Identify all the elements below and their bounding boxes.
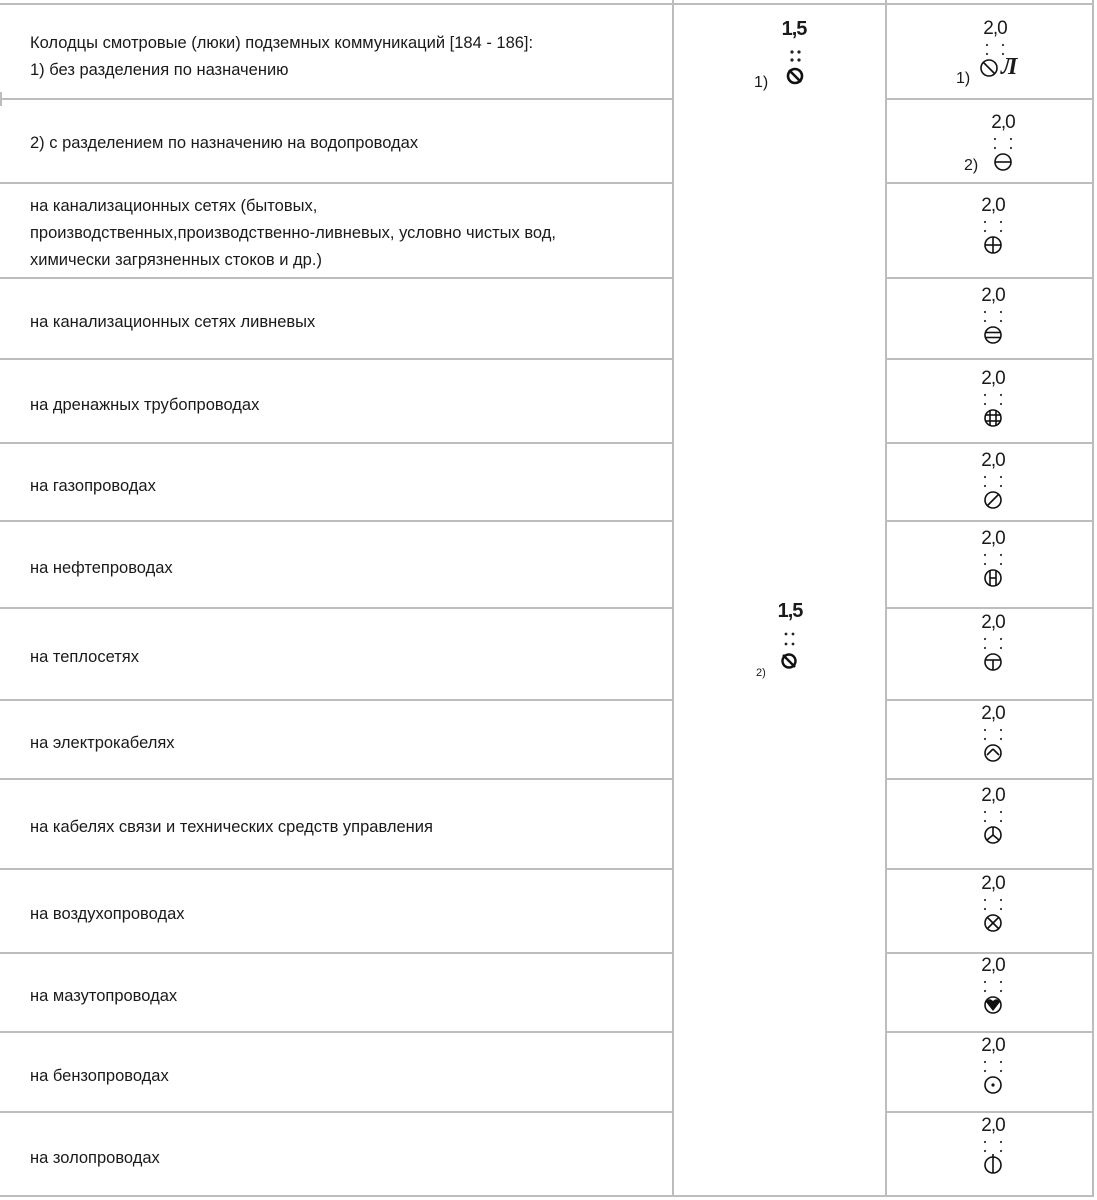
double-line-circle-icon [963, 285, 1023, 365]
right-symbol [963, 368, 1023, 448]
row-divider [0, 952, 1094, 954]
row-label: на золопроводах [30, 1149, 160, 1167]
right-symbol [963, 785, 1023, 865]
right-symbol [963, 1035, 1023, 1115]
t-circle-icon [963, 612, 1023, 692]
mid-symbol-2 [760, 600, 820, 680]
symbol-value: 2,0 [981, 612, 1005, 633]
row-divider [0, 1195, 1094, 1197]
letter-marker: Л [1001, 54, 1018, 80]
symbol-value: 2,0 [981, 785, 1005, 806]
symbol-value: 2,0 [981, 528, 1005, 549]
symbol-value: 2,0 [981, 195, 1005, 216]
row-label: на дренажных трубопроводах [30, 396, 260, 414]
row-divider [0, 277, 1094, 279]
row-divider [0, 1031, 1094, 1033]
right-symbol [963, 1115, 1023, 1195]
footnote-marker: 1) [754, 74, 769, 91]
symbol-value: 2,0 [991, 112, 1015, 133]
row-label-line: Колодцы смотровые (люки) подземных коммуникаций [184 - 186]: [30, 34, 534, 52]
row-label-line: химически загрязненных стоков и др.) [30, 251, 322, 269]
hatched-circle-icon [764, 18, 824, 98]
h-circle-icon [963, 528, 1023, 608]
row-label: на электрокабелях [30, 734, 175, 752]
row-divider [0, 868, 1094, 870]
row-divider [0, 699, 1094, 701]
right-symbol [963, 195, 1023, 275]
row-label [30, 30, 660, 84]
peace-circle-icon [963, 785, 1023, 865]
row-label-line: на канализационных сетях (бытовых, [30, 197, 318, 215]
symbol-value: 1,5 [781, 18, 807, 40]
right-symbol [963, 450, 1023, 530]
symbol-value: 2,0 [981, 703, 1005, 724]
footnote-marker: 2) [964, 157, 979, 174]
hatched-circle-icon [760, 600, 820, 680]
heart-circle-icon [963, 955, 1023, 1035]
grid-circle-icon [963, 368, 1023, 448]
right-symbol [963, 873, 1023, 953]
row-label: на канализационных сетях ливневых [30, 313, 316, 331]
symbol-value: 2,0 [981, 1035, 1005, 1056]
left-edge-tick [0, 92, 2, 106]
symbol-value: 2,0 [981, 450, 1005, 471]
symbol-value: 2,0 [981, 873, 1005, 894]
chevron-circle-icon [963, 703, 1023, 783]
row-label: на газопроводах [30, 477, 156, 495]
row-label-line: производственных,производственно-ливневых, условно чистых вод, [30, 224, 556, 242]
row-divider [0, 1111, 1094, 1113]
row-label: 2) с разделением по назначению на водопроводах [30, 134, 419, 152]
symbol-value: 2,0 [981, 1115, 1005, 1136]
row-divider [0, 778, 1094, 780]
symbol-value: 1,5 [777, 600, 803, 622]
column-divider [1092, 0, 1094, 1197]
column-divider [885, 0, 887, 1197]
x-circle-icon [963, 873, 1023, 953]
symbol-value: 2,0 [981, 955, 1005, 976]
row-divider [0, 607, 1094, 609]
right-symbol [965, 18, 1025, 98]
right-symbol [963, 612, 1023, 692]
dot-circle-icon [963, 1035, 1023, 1115]
column-divider [672, 0, 674, 1197]
right-symbol [963, 703, 1023, 783]
symbol-value: 2,0 [981, 368, 1005, 389]
row-label: на воздухопроводах [30, 905, 185, 923]
plus-circle-icon [963, 195, 1023, 275]
row-divider [0, 520, 1094, 522]
right-symbol [963, 955, 1023, 1035]
row-label: на бензопроводах [30, 1067, 169, 1085]
phi-circle-icon [963, 1115, 1023, 1195]
row-divider [0, 3, 1094, 5]
footnote-marker: 2) [756, 667, 766, 679]
row-label-line: 1) без разделения по назначению [30, 61, 289, 79]
right-symbol [973, 112, 1033, 192]
row-label: на нефтепроводах [30, 559, 173, 577]
row-label: на кабелях связи и технических средств управления [30, 818, 433, 836]
right-symbol [963, 528, 1023, 608]
footnote-marker: 1) [956, 70, 971, 87]
symbol-value: 2,0 [981, 285, 1005, 306]
row-divider [0, 98, 1094, 100]
mid-symbol-1 [764, 18, 824, 98]
symbol-value: 2,0 [983, 18, 1007, 39]
row-divider [0, 358, 1094, 360]
minus-circle-icon [973, 112, 1033, 192]
row-divider [0, 182, 1094, 184]
row-label: на мазутопроводах [30, 987, 178, 1005]
right-symbol [963, 285, 1023, 365]
row-divider [0, 442, 1094, 444]
slash-circle-icon [963, 450, 1023, 530]
row-label: на теплосетях [30, 648, 139, 666]
row-label [30, 193, 660, 274]
